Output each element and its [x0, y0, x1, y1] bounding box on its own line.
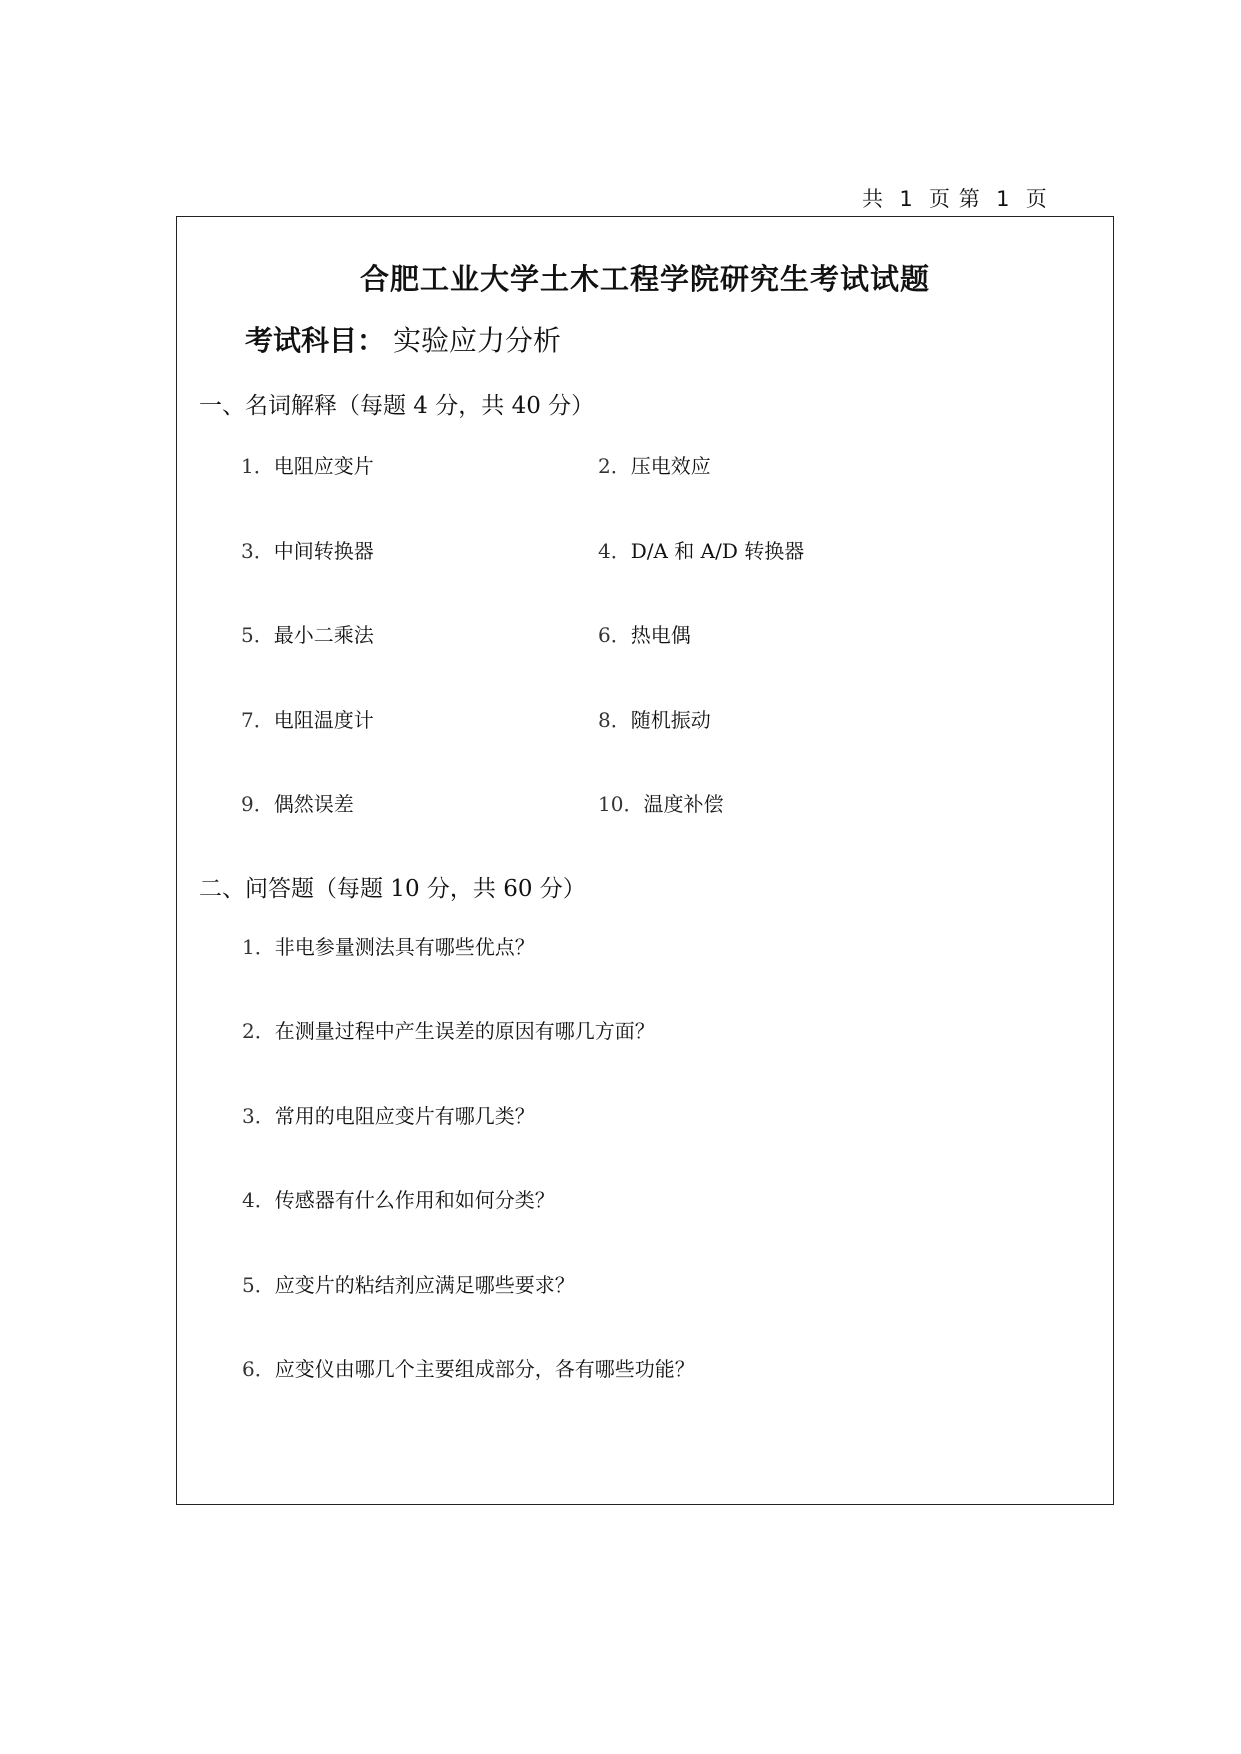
question-item — [242, 1353, 695, 1382]
question-text: 常用的电阻应变片有哪几类？ — [274, 1104, 535, 1128]
term-item — [598, 704, 711, 733]
term-item — [241, 704, 374, 733]
term-item — [598, 450, 711, 479]
term-number: 3． — [241, 539, 274, 563]
exam-box — [176, 216, 1114, 1505]
term-item — [598, 535, 804, 564]
term-item — [241, 788, 354, 817]
term-number: 10． — [598, 792, 644, 816]
subject-value: 实验应力分析 — [393, 324, 562, 357]
exam-title: 合肥工业大学土木工程学院研究生考试试题 — [359, 262, 930, 296]
question-item — [242, 931, 535, 960]
question-text: 应变仪由哪几个主要组成部分，各有哪些功能？ — [274, 1357, 695, 1381]
term-text: 随机振动 — [630, 708, 711, 732]
question-text: 非电参量测法具有哪些优点？ — [274, 935, 535, 959]
term-text: D/A 和 A/D 转换器 — [630, 539, 805, 563]
question-number: 3． — [242, 1104, 275, 1128]
term-number: 5． — [241, 623, 274, 647]
term-text: 压电效应 — [630, 454, 711, 478]
term-number: 8． — [598, 708, 631, 732]
section1-heading: 一、名词解释（每题 4 分，共 40 分） — [199, 393, 595, 419]
question-item — [242, 1269, 575, 1298]
question-text: 在测量过程中产生误差的原因有哪几方面？ — [274, 1019, 655, 1043]
term-text: 热电偶 — [630, 623, 691, 647]
term-item — [598, 788, 723, 817]
exam-subject — [245, 319, 561, 359]
term-number: 1． — [241, 454, 274, 478]
question-item — [242, 1015, 655, 1044]
question-item — [242, 1100, 535, 1129]
question-text: 应变片的粘结剂应满足哪些要求？ — [274, 1273, 575, 1297]
term-number: 9． — [241, 792, 274, 816]
term-item — [241, 619, 374, 648]
question-text: 传感器有什么作用和如何分类？ — [274, 1188, 555, 1212]
term-number: 6． — [598, 623, 631, 647]
question-number: 4． — [242, 1188, 275, 1212]
question-number: 5． — [242, 1273, 275, 1297]
term-item — [598, 619, 691, 648]
question-number: 2． — [242, 1019, 275, 1043]
section2-heading: 二、问答题（每题 10 分，共 60 分） — [199, 876, 586, 902]
term-text: 电阻应变片 — [273, 454, 374, 478]
term-text: 温度补偿 — [643, 792, 724, 816]
question-number: 6． — [242, 1357, 275, 1381]
term-item — [241, 535, 374, 564]
term-text: 中间转换器 — [273, 539, 374, 563]
term-text: 电阻温度计 — [273, 708, 374, 732]
question-item — [242, 1184, 555, 1213]
term-text: 偶然误差 — [273, 792, 354, 816]
term-number: 2． — [598, 454, 631, 478]
term-item — [241, 450, 374, 479]
term-number: 4． — [598, 539, 631, 563]
subject-label: 考试科目： — [245, 324, 386, 357]
question-number: 1． — [242, 935, 275, 959]
page-count: 共 1 页 第 1 页 — [862, 187, 1048, 211]
term-number: 7． — [241, 708, 274, 732]
term-text: 最小二乘法 — [273, 623, 374, 647]
